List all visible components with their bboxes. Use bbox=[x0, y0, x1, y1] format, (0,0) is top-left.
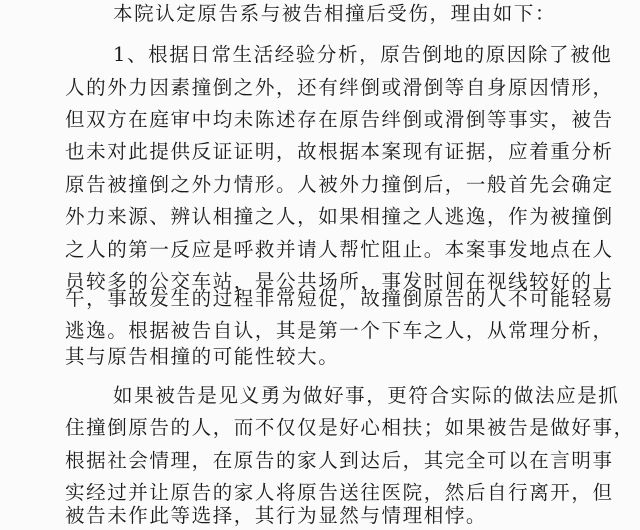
paragraph-1-line-2: 人的外力因素撞倒之外，还有绊倒或滑倒等自身原因情形， bbox=[65, 76, 614, 99]
paragraph-2-line-3: 根据社会情理，在原告的家人到达后，其完全可以在言明事 bbox=[65, 449, 614, 472]
paragraph-1-line-1: 1、根据日常生活经验分析，原告倒地的原因除了被他 bbox=[113, 43, 613, 66]
paragraph-2-line-4: 实经过并让原告的家人将原告送往医院，然后自行离开，但 bbox=[65, 481, 614, 504]
paragraph-2-line-1: 如果被告是见义勇为做好事，更符合实际的做法应是抓 bbox=[113, 384, 620, 407]
paragraph-1-line-10: 逃逸。根据被告自认，其是第一个下车之人，从常理分析， bbox=[65, 319, 614, 342]
paragraph-1-line-8: 员较多的公交车站，是公共场所，事发时间在视线较好的上 bbox=[65, 270, 614, 293]
paragraph-1-line-5: 原告被撞倒之外力情形。人被外力撞倒后，一般首先会确定 bbox=[65, 173, 614, 196]
paragraph-1-line-7: 之人的第一反应是呼救并请人帮忙阻止。本案事发地点在人 bbox=[65, 238, 614, 261]
paragraph-1-line-11: 其与原告相撞的可能性较大。 bbox=[65, 345, 340, 368]
paragraph-1-line-4: 也未对此提供反证证明，故根据本案现有证据，应着重分析 bbox=[65, 140, 614, 163]
paragraph-1-line-3: 但双方在庭审中均未陈述存在原告绊倒或滑倒等事实，被告 bbox=[65, 108, 614, 131]
paragraph-2-line-5: 被告未作此等选择，其行为显然与情理相悖。 bbox=[65, 504, 488, 527]
paragraph-2-line-2: 住撞倒原告的人，而不仅仅是好心相扶；如果被告是做好事， bbox=[65, 416, 635, 439]
paragraph-1-line-9: 午，事故发生的过程非常短促，故撞倒原告的人不可能轻易 bbox=[65, 287, 614, 310]
paragraph-1-line-6: 外力来源、辨认相撞之人，如果相撞之人逃逸，作为被撞倒 bbox=[65, 205, 614, 228]
document-heading-line: 本院认定原告系与被告相撞后受伤，理由如下： bbox=[113, 2, 557, 25]
